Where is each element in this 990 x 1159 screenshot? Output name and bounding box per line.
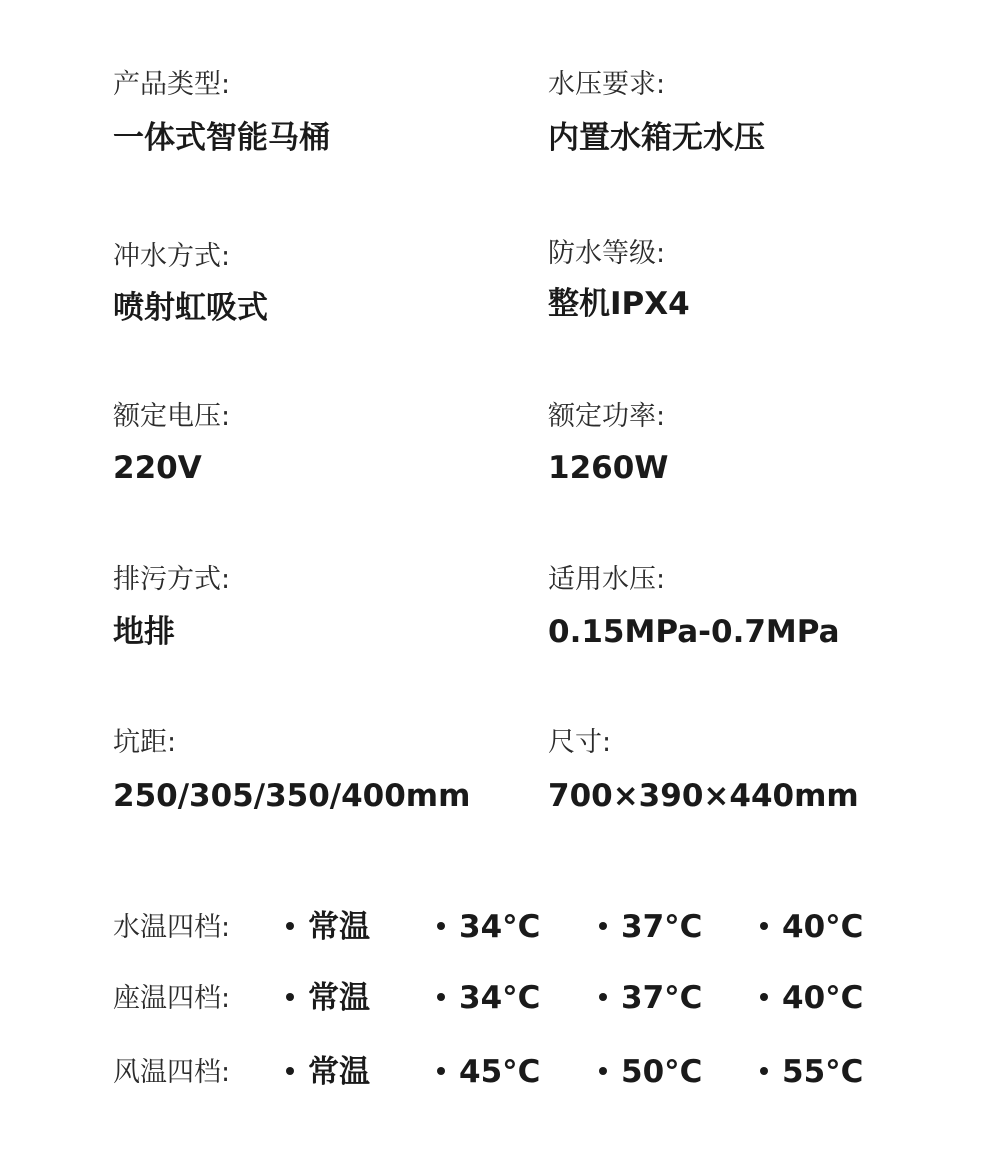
spec-drainage-method [113, 563, 533, 652]
spec-label: 冲水方式: [113, 241, 231, 272]
spec-rough-in [113, 726, 533, 816]
bullet-icon [437, 993, 445, 1001]
spec-label: 水压要求: [548, 69, 666, 100]
spec-value: 0.15MPa-0.7MPa [548, 614, 840, 650]
spec-value: 地排 [113, 614, 175, 650]
temp-option-label: 常温 [308, 909, 370, 945]
spec-value: 内置水箱无水压 [548, 120, 765, 156]
temp-option [760, 978, 863, 1018]
bullet-icon [286, 922, 294, 930]
bullet-icon [760, 922, 768, 930]
temp-option-label: 34°C [459, 909, 541, 945]
bullet-icon [437, 1067, 445, 1075]
temp-option-label: 常温 [308, 980, 370, 1016]
bullet-icon [286, 1067, 294, 1075]
spec-label: 尺寸: [548, 727, 612, 758]
seat-temperature-row [0, 978, 990, 1022]
spec-value: 220V [113, 450, 202, 486]
spec-rated-power [548, 400, 968, 488]
spec-waterproof-rating [548, 237, 968, 324]
temp-option-label: 37°C [621, 980, 703, 1016]
bullet-icon [599, 922, 607, 930]
spec-rated-voltage [113, 400, 533, 488]
spec-value: 一体式智能马桶 [113, 120, 330, 156]
spec-label: 坑距: [113, 727, 177, 758]
spec-value: 1260W [548, 450, 669, 486]
bullet-icon [760, 993, 768, 1001]
temp-option [760, 907, 863, 947]
bullet-icon [437, 922, 445, 930]
temp-option [286, 1052, 370, 1092]
spec-value: 喷射虹吸式 [113, 290, 268, 326]
temp-option [599, 907, 702, 947]
temp-option-label: 50°C [621, 1054, 703, 1090]
temp-option [760, 1052, 863, 1092]
temp-option [286, 907, 370, 947]
spec-label: 防水等级: [548, 238, 666, 269]
temp-option [437, 1052, 540, 1092]
air-temperature-row [0, 1052, 990, 1096]
temp-option [599, 978, 702, 1018]
bullet-icon [760, 1067, 768, 1075]
temp-option-label: 34°C [459, 980, 541, 1016]
bullet-icon [286, 993, 294, 1001]
bullet-icon [599, 1067, 607, 1075]
temp-option-label: 45°C [459, 1054, 541, 1090]
temp-option-label: 常温 [308, 1054, 370, 1090]
temp-option [437, 907, 540, 947]
spec-value: 250/305/350/400mm [113, 778, 471, 814]
spec-flush-method [113, 240, 533, 328]
bullet-icon [599, 993, 607, 1001]
spec-label: 适用水压: [548, 564, 666, 595]
spec-water-pressure-requirement [548, 68, 968, 158]
temp-option-label: 55°C [782, 1054, 864, 1090]
temp-option-label: 37°C [621, 909, 703, 945]
spec-value: 整机IPX4 [548, 286, 690, 322]
temp-row-label: 水温四档: [113, 912, 231, 943]
temp-row-label: 座温四档: [113, 983, 231, 1014]
spec-applicable-pressure [548, 563, 968, 652]
temp-row-label: 风温四档: [113, 1057, 231, 1088]
temp-option-label: 40°C [782, 909, 864, 945]
temp-option [286, 978, 370, 1018]
temp-option [599, 1052, 702, 1092]
water-temperature-row [0, 907, 990, 951]
spec-dimensions [548, 726, 968, 816]
temp-option-label: 40°C [782, 980, 864, 1016]
spec-label: 产品类型: [113, 69, 231, 100]
spec-product-type [113, 68, 533, 158]
spec-label: 额定电压: [113, 401, 231, 432]
spec-label: 排污方式: [113, 564, 231, 595]
spec-value: 700×390×440mm [548, 778, 859, 814]
temp-option [437, 978, 540, 1018]
spec-label: 额定功率: [548, 401, 666, 432]
